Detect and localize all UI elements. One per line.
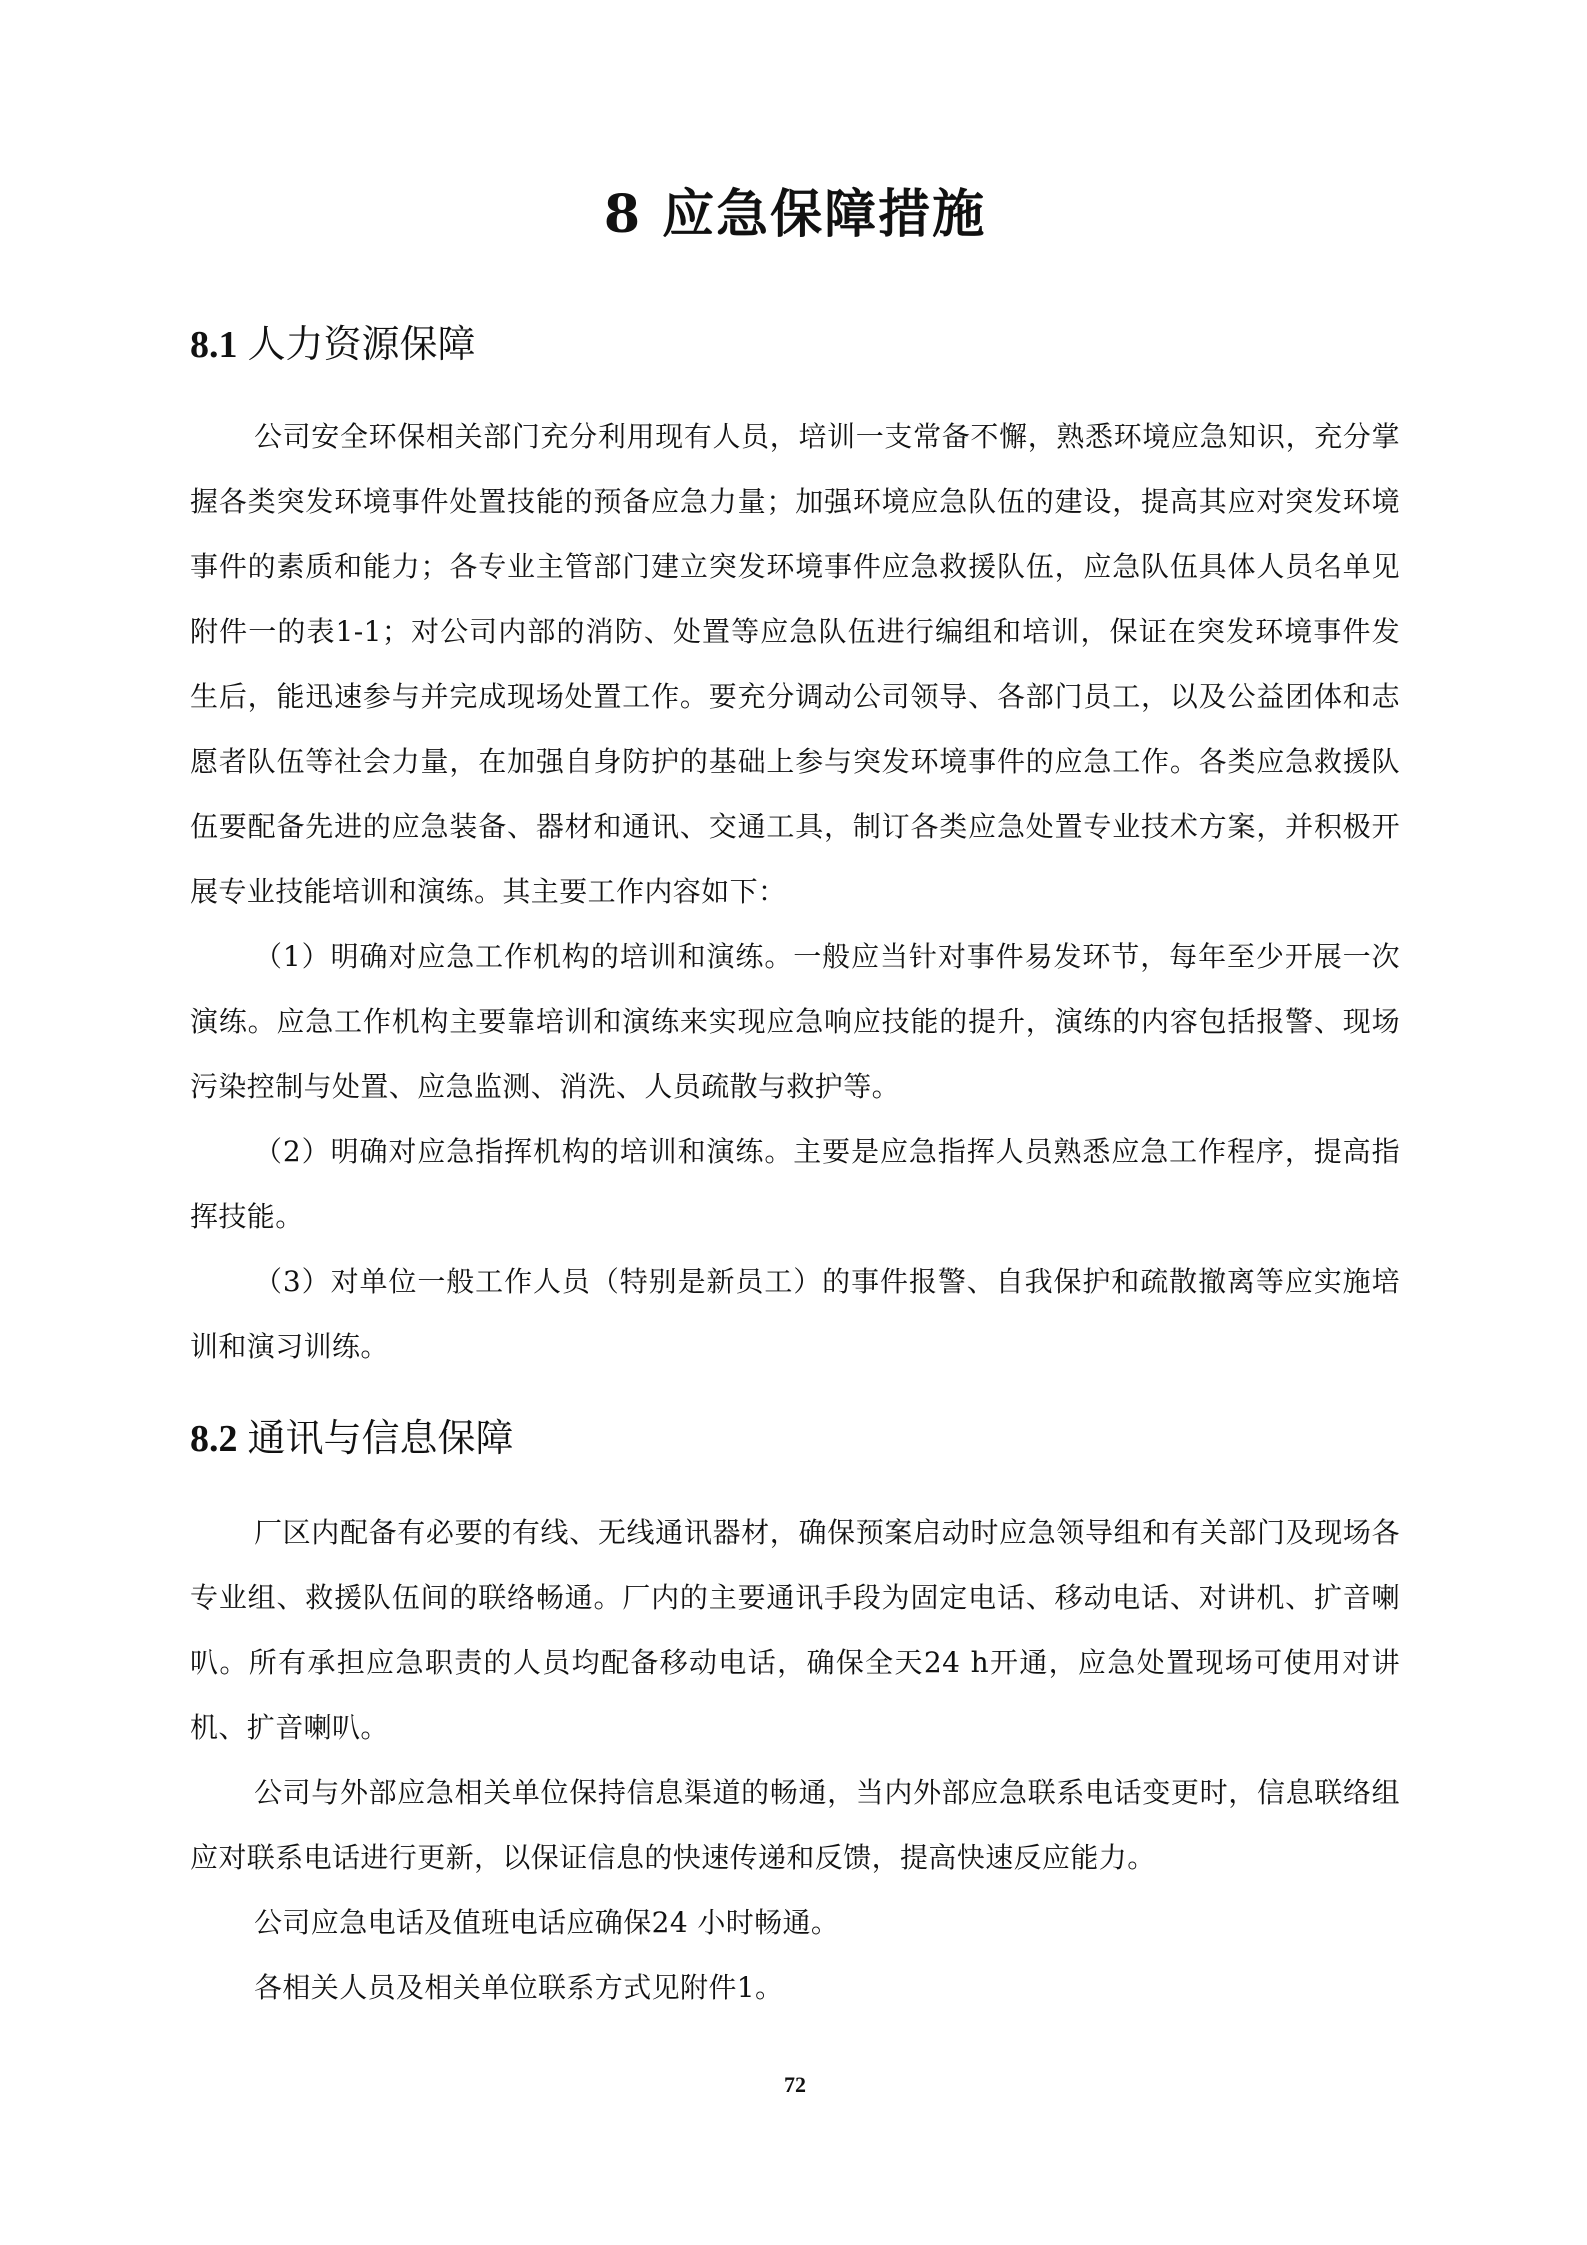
section-number: 8.2 — [190, 1418, 238, 1460]
paragraph: （3）对单位一般工作人员（特别是新员工）的事件报警、自我保护和疏散撤离等应实施培训和演习训练。 — [190, 1265, 1400, 1363]
paragraph: 公司安全环保相关部门充分利用现有人员，培训一支常备不懈，熟悉环境应急知识，充分掌握各类突发环境事件处置技能的预备应急力量；加强环境应急队伍的建设，提高其应对突发环境事件的素质和能力；各专业主管部门建立突发环境事件应急救援队伍，应急队伍具体人员名单见附件一的表1-1；对公司内部的消防、处置等应急队伍进行编组和培训，保证在突发环境事件发生后，能迅速参与并完成现场处置工作。要充分调动公司领导、各部门员工，以及公益团体和志愿者队伍等社会力量，在加强自身防护的基础上参与突发环境事件的应急工作。各类应急救援队伍要配备先进的应急装备、器材和通讯、交通工具，制订各类应急处置专业技术方案，并积极开展专业技能培训和演练。其主要工作内容如下： — [190, 420, 1400, 908]
document-page — [190, 0, 1400, 2245]
paragraph: （1）明确对应急工作机构的培训和演练。一般应当针对事件易发环节，每年至少开展一次演练。应急工作机构主要靠培训和演练来实现应急响应技能的提升，演练的内容包括报警、现场污染控制与处置、应急监测、消洗、人员疏散与救护等。 — [190, 940, 1400, 1103]
section-heading-8-2 — [190, 1412, 1400, 1465]
paragraph: 各相关人员及相关单位联系方式见附件1。 — [254, 1971, 784, 2004]
page-number: 72 — [784, 2072, 806, 2097]
paragraph: （2）明确对应急指挥机构的培训和演练。主要是应急指挥人员熟悉应急工作程序，提高指挥技能。 — [190, 1135, 1400, 1233]
section-title: 人力资源保障 — [247, 322, 476, 366]
chapter-title: 8 应急保障措施 — [603, 184, 987, 245]
paragraph: 公司与外部应急相关单位保持信息渠道的畅通，当内外部应急联系电话变更时，信息联络组应对联系电话进行更新，以保证信息的快速传递和反馈，提高快速反应能力。 — [190, 1776, 1400, 1874]
section-number: 8.1 — [190, 324, 238, 366]
section-title: 通讯与信息保障 — [247, 1416, 514, 1460]
paragraph: 公司应急电话及值班电话应确保24 小时畅通。 — [254, 1906, 840, 1939]
section-heading-8-1 — [190, 318, 1400, 371]
paragraph: 厂区内配备有必要的有线、无线通讯器材，确保预案启动时应急领导组和有关部门及现场各专业组、救援队伍间的联络畅通。厂内的主要通讯手段为固定电话、移动电话、对讲机、扩音喇叭。所有承担应急职责的人员均配备移动电话，确保全天24 h开通，应急处置现场可使用对讲机、扩音喇叭。 — [190, 1516, 1400, 1744]
